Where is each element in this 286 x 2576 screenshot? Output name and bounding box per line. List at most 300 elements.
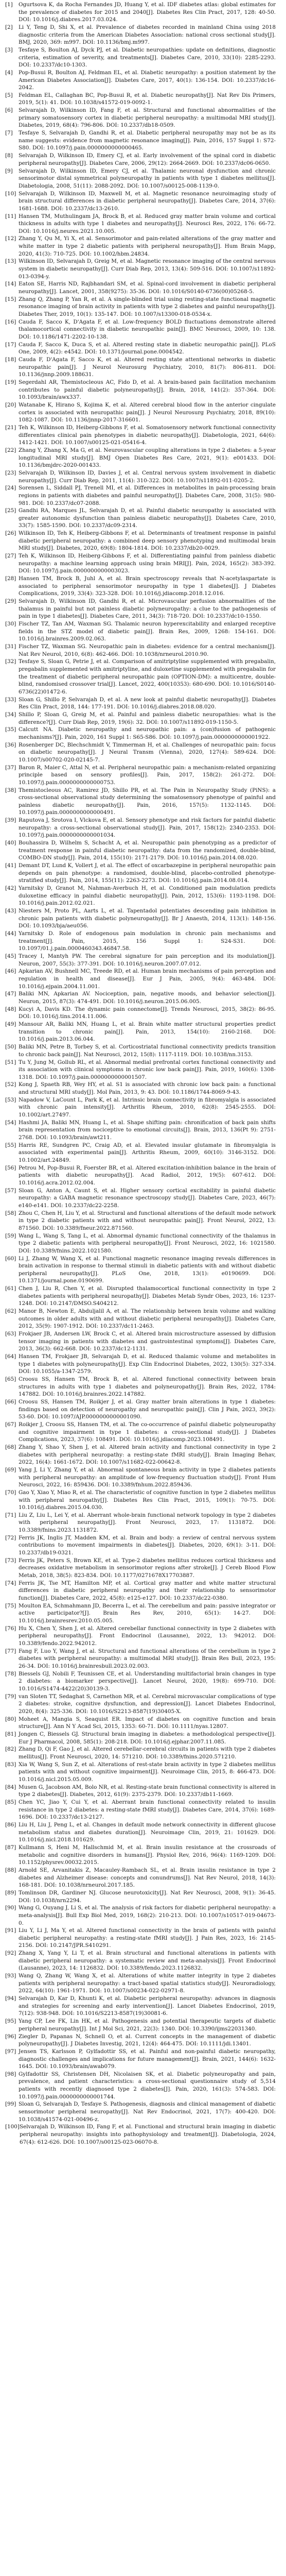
reference-text: Fischer TZ, Waxman SG. Neuropathic pain in diabetes: evidence for a central mechanism[J]. Nat Rev Neurol, 2010, 6(8): 462-466. DOI: 10.1038/nrneurol.2010.90. — [19, 643, 276, 657]
reference-number: [83] — [5, 1761, 16, 1768]
reference-number: [63] — [5, 1331, 16, 1337]
reference-number: [62] — [5, 1308, 16, 1315]
reference-number: [15] — [5, 296, 16, 302]
reference-item — [5, 1670, 276, 1693]
reference-item — [5, 379, 276, 401]
reference-item — [5, 2100, 276, 2123]
reference-item — [5, 213, 276, 235]
reference-item — [5, 1059, 276, 1081]
reference-number: [40] — [5, 840, 16, 846]
reference-item — [5, 862, 276, 885]
reference-item — [5, 968, 276, 990]
reference-text: Wang L, Wang S, Tang L, et al. Abnormal dynamic functional connectivity of the thalamus in type 2 diabetic patients with peripheral neuropathy[J]. Front Neurosci, 2022, 16: 1021580. DOI: 10.3389/fnins.2022.1021580. — [19, 1232, 276, 1254]
reference-number: [2] — [5, 24, 13, 30]
reference-number: [42] — [5, 885, 16, 892]
reference-number: [100] — [5, 2124, 20, 2130]
reference-text: Gandhi RA, Marques JL, Selvarajah D, et al. Painful diabetic neuropathy is associated with greater autonomic dysfunction than painless diabetic neuropathy[J]. Diabetes Care, 2010, 33(7): 1585-1590. DOI: 10.2337/dc09-2314. — [19, 507, 276, 529]
reference-item — [5, 1489, 276, 1512]
reference-number: [58] — [5, 1210, 16, 1216]
reference-text: Watanabe K, Hirano S, Kojima K, et al. Altered cerebral blood flow in the anterior cingulate cortex is associated with neuropathic pain[J]. J Neurol Neurosurg Psychiatry, 2018, 89(10): 1082-1087. DOI: 10.1136/jnnp-2017-316601. — [19, 402, 276, 423]
reference-list — [5, 1, 276, 2146]
reference-item — [5, 1421, 276, 1444]
reference-item — [5, 598, 276, 620]
reference-item — [5, 2071, 276, 2100]
reference-text: Tracey I, Mantyh PW. The cerebral signature for pain perception and its modulation[J]. Neuron, 2007, 55(3): 377-391. DOI: 10.1016/j.neuron.2007.07.012. — [19, 953, 276, 967]
reference-number: [65] — [5, 1376, 16, 1383]
reference-number: [14] — [5, 281, 16, 287]
reference-number: [71] — [5, 1512, 16, 1518]
reference-text: Cauda F, Sacco K, Duca S, et al. Altered resting state in diabetic neuropathic pain[J]. PLoS One, 2009, 4(2): e4542. DOI: 10.1371/journal.pone.0004542. — [19, 341, 276, 355]
reference-number: [23] — [5, 469, 16, 476]
reference-text: Wang Q, Zhang W, Wang X, et al. Alterations of white matter integrity in type 2 diabetes patients with peripheral neuropathy: a tract-based spatial statistics study[J]. Neuroradiology, 2022, 64(10): 1961-1971. DOI: 10.1007/s00234-022-02971-8. — [19, 1973, 276, 1994]
reference-item — [5, 1761, 276, 1784]
reference-text: Yarnitsky D, Granot M, Nahman-Averbuch H, et al. Conditioned pain modulation predicts duloxetine efficacy in painful diabetic neuropathy[J]. Pain, 2012, 153(6): 1193-1198. DOI: 10.1016/j.pain.2012.02.021. — [19, 885, 276, 907]
reference-number: [74] — [5, 1580, 16, 1586]
reference-number: [29] — [5, 598, 16, 605]
reference-item — [5, 552, 276, 575]
reference-item — [5, 1693, 276, 1716]
reference-number: [96] — [5, 2033, 16, 2040]
reference-number: [84] — [5, 1784, 16, 1790]
reference-text: Baron R, Maier C, Attal N, et al. Peripheral neuropathic pain: a mechanism-related organizing principle based on sensory profiles[J]. Pain, 2017, 158(2): 261-272. DOI: 10.1097/j.pain.0000000000000753. — [19, 764, 276, 786]
reference-number: [50] — [5, 1044, 16, 1050]
reference-number: [12] — [5, 235, 16, 242]
reference-item — [5, 1844, 276, 1867]
reference-text: Fischer TZ, Tan AM, Waxman SG. Thalamic neuron hyperexcitability and enlarged receptive fields in the STZ model of diabetic pain[J]. Brain Res, 2009, 1268: 154-161. DOI: 10.1016/j.brainres.2009.02.063. — [19, 621, 276, 642]
reference-text: Demant DT, Lund K, Vollert J, et al. The effect of oxcarbazepine in peripheral neuropathic pain depends on pain phenotype: a randomised, double-blind, placebo-controlled phenotype-stratified study[J]. Pain, 2014, 155(11): 2263-2273. DOI: 10.1016/j.pain.2014.08.014. — [19, 862, 276, 884]
reference-number: [18] — [5, 357, 16, 363]
reference-item — [5, 1210, 276, 1232]
reference-number: [4] — [5, 69, 13, 76]
reference-text: Gao Y, Xiao Y, Miao R, et al. The characteristic of cognitive function in type 2 diabetes mellitus with peripheral neuropathy[J]. Diabetes Res Clin Pract, 2015, 109(1): 70-75. DOI: 10.1016/j.diabres.2015.04.030. — [19, 1489, 276, 1511]
reference-text: Wilkinson ID, Selvarajah D, Greig M, et al. Magnetic resonance imaging of the central nervous system in diabetic neuropathy[J]. Curr Diab Rep, 2013, 13(4): 509-516. DOI: 10.1007/s11892-013-0394-y. — [19, 258, 276, 280]
reference-item — [5, 1799, 276, 1821]
reference-item — [5, 46, 276, 69]
reference-item — [5, 2123, 276, 2146]
reference-number: [59] — [5, 1232, 16, 1239]
reference-text: Tesfaye S, Selvarajah D, Gandhi R, et al. Diabetic peripheral neuropathy may not be as its name suggests: evidence from magnetic resonance imaging[J]. Pain, 2016, 157 Suppl 1: S72-S80. DOI: 10.1097/j.pain.0000000000000465. — [19, 130, 276, 151]
reference-number: [6] — [5, 107, 13, 114]
reference-item — [5, 1716, 276, 1731]
reference-text: Cauda F, D'Agata F, Sacco K, et al. Altered resting state attentional networks in diabetic neuropathic pain[J]. J Neurol Neurosurg Psychiatry, 2010, 81(7): 806-811. DOI: 10.1136/jnnp.2009.188631. — [19, 357, 276, 378]
reference-item — [5, 1731, 276, 1745]
reference-number: [78] — [5, 1670, 16, 1677]
reference-text: Biessels GJ, Nobili F, Teunissen CE, et al. Understanding multifactorial brain changes in type 2 diabetes: a biomarker perspective[J]. Lancet Neurol, 2020, 19(8): 699-710. DOI: 10.1016/S1474-4422(20)30139-3. — [19, 1670, 276, 1692]
reference-number: [81] — [5, 1731, 16, 1737]
reference-text: Ziegler D, Papanas N, Schnell O, et al. Current concepts in the management of diabetic polyneuropathy[J]. J Diabetes Investig, 2021, 12(4): 464-475. DOI: 10.1111/jdi.13401. — [19, 2033, 276, 2047]
reference-number: [31] — [5, 643, 16, 650]
reference-item — [5, 107, 276, 129]
reference-number: [46] — [5, 968, 16, 975]
reference-text: Li J, Zhang W, Wang X, et al. Functional magnetic resonance imaging reveals differences in brain activation in response to thermal stimuli in diabetic patients with and without diabetic peripheral neuropathy[J]. PLoS One, 2018, 13(1): e0190699. DOI: 10.1371/journal.pone.0190699. — [19, 1255, 276, 1284]
reference-number: [41] — [5, 862, 16, 869]
reference-item — [5, 1021, 276, 1043]
reference-number: [1] — [5, 2, 13, 8]
reference-text: Arnold SE, Arvanitakis Z, Macauley-Rambach SL, et al. Brain insulin resistance in type 2 diabetes and Alzheimer disease: concepts and conundrums[J]. Nat Rev Neurol, 2018, 14(3): 168-181. DOI: 10.1038/nrneurol.2017.185. — [19, 1867, 276, 1889]
reference-number: [25] — [5, 507, 16, 514]
reference-text: Selvarajah D, Wilkinson ID, Gandhi R, et al. Microvascular perfusion abnormalities of the thalamus in painful but not painless diabetic polyneuropathy: a clue to the pathogenesis of pain in type 1 diabetes[J]. Diabetes Care, 2011, 34(3): 718-720. DOI: 10.2337/dc10-1550. — [19, 598, 276, 620]
reference-text: Jongen C, Biessels GJ. Structural brain imaging in diabetes: a methodological perspective[J]. Eur J Pharmacol, 2008, 585(1): 208-218. DOI: 10.1016/j.ejphar.2007.11.085. — [19, 1731, 276, 1745]
reference-item — [5, 1534, 276, 1557]
reference-text: Shillo P, Sloan G, Greig M, et al. Painful and painless diabetic neuropathies: what is the difference?[J]. Curr Diab Rep, 2019, 19(6): 32. DOI: 10.1007/s11892-019-1150-5. — [19, 711, 276, 725]
reference-item — [5, 1927, 276, 1950]
reference-item — [5, 1821, 276, 1844]
reference-item — [5, 1745, 276, 1760]
reference-item — [5, 1142, 276, 1164]
reference-item — [5, 1043, 276, 1058]
reference-item — [5, 167, 276, 190]
reference-item — [5, 741, 276, 764]
reference-item — [5, 764, 276, 787]
reference-item — [5, 711, 276, 726]
reference-item — [5, 817, 276, 839]
reference-number: [8] — [5, 152, 13, 159]
reference-text: Tomlinson DR, Gardiner NJ. Glucose neurotoxicity[J]. Nat Rev Neurosci, 2008, 9(1): 36-45. DOI: 10.1038/nrn2294. — [19, 1889, 276, 1904]
reference-item — [5, 930, 276, 953]
reference-text: Ogurtsova K, da Rocha Fernandes JD, Huang Y, et al. IDF diabetes atlas: global estimates for the prevalence of diabetes for 2015 and 2040[J]. Diabetes Res Clin Pract, 2017, 128: 40-50. DOI: 10.1016/j.diabres.2017.03.024. — [19, 2, 276, 23]
reference-number: [60] — [5, 1255, 16, 1262]
reference-item — [5, 696, 276, 711]
reference-number: [52] — [5, 1081, 16, 1088]
reference-number: [30] — [5, 621, 16, 628]
reference-number: [61] — [5, 1285, 16, 1292]
reference-number: [95] — [5, 2018, 16, 2025]
reference-number: [48] — [5, 1006, 16, 1012]
reference-text: Hashmi JA, Baliki MN, Huang L, et al. Shape shifting pain: chronification of back pain shifts brain representation from nociceptive to emotional circuits[J]. Brain, 2013, 136(Pt 9): 2751-2768. DOI: 10.1093/brain/awt211. — [19, 1119, 276, 1141]
reference-text: Baliki MN, Petre B, Torbey S, et al. Corticostriatal functional connectivity predicts transition to chronic back pain[J]. Nat Neurosci, 2012, 15(8): 1117-1119. DOI: 10.1038/nn.3153. — [19, 1044, 276, 1058]
reference-text: Wang G, Ouyang J, Li S, et al. The analysis of risk factors for diabetic peripheral neuropathy: a meta-analysis[J]. Bull Exp Biol Med, 2019, 168(2): 210-213. DOI: 10.1007/s10517-019-04673-0. — [19, 1905, 276, 1926]
reference-item — [5, 190, 276, 213]
reference-text: Hansen TM, Frokjaer JB, Selvarajah D, et al. Reduced thalamic volume and metabolites in type 1 diabetes with polyneuropathy[J]. Exp Clin Endocrinol Diabetes, 2022, 130(5): 327-334. DOI: 10.1055/a-1347-2579. — [19, 1353, 276, 1375]
reference-number: [56] — [5, 1164, 16, 1171]
reference-item — [5, 507, 276, 530]
reference-text: Tesfaye S, Sloan G, Petrie J, et al. Comparison of amitriptyline supplemented with pregabalin, pregabalin supplemented with amitriptyline, and duloxetine supplemented with pregabalin for the treatment of diabetic peripheral neuropathic pain (OPTION-DM): a multicentre, double-blind, randomised crossover trial[J]. Lancet, 2022, 400(10353): 680-690. DOI: 10.1016/S0140-6736(22)01472-6. — [19, 658, 276, 695]
reference-number: [91] — [5, 1927, 16, 1934]
reference-number: [35] — [5, 726, 16, 733]
reference-text: Gylfadottir SS, Christensen DH, Nicolaisen SK, et al. Diabetic polyneuropathy and pain, prevalence, and patient characteristics: a cross-sectional questionnaire study of 5,514 patients with recently diagnosed type 2 diabetes[J]. Pain, 2020, 161(3): 574-583. DOI: 10.1097/j.pain.0000000000001744. — [19, 2071, 276, 2100]
reference-item — [5, 1006, 276, 1021]
reference-text: Tesfaye S, Boulton AJ, Dyck PJ, et al. Diabetic neuropathies: update on definitions, diagnostic criteria, estimation of severity, and treatments[J]. Diabetes Care, 2010, 33(10): 2285-2293. DOI: 10.2337/dc10-1303. — [19, 46, 276, 69]
reference-number: [66] — [5, 1399, 16, 1405]
reference-number: [57] — [5, 1187, 16, 1194]
reference-number: [21] — [5, 425, 16, 431]
reference-text: Kullmann S, Heni M, Hallschmid M, et al. Brain insulin resistance at the crossroads of metabolic and cognitive disorders in humans[J]. Physiol Rev, 2016, 96(4): 1169-1209. DOI: 10.1152/physrev.00032.2015. — [19, 1844, 276, 1866]
reference-number: [79] — [5, 1693, 16, 1700]
reference-item — [5, 953, 276, 968]
reference-number: [68] — [5, 1444, 16, 1450]
reference-item — [5, 1187, 276, 1210]
reference-item — [5, 1512, 276, 1534]
reference-item — [5, 885, 276, 907]
reference-item — [5, 318, 276, 341]
reference-text: Jensen TS, Karlsson P, Gylfadottir SS, et al. Painful and non-painful diabetic neuropathy, diagnostic challenges and implications for future management[J]. Brain, 2021, 144(6): 1632-1645. DOI: 10.1093/brain/awab079. — [19, 2048, 276, 2070]
reference-text: Zhang Y, Zhang X, Ma G, et al. Neurovascular coupling alterations in type 2 diabetes: a 5-year longitudinal MRI study[J]. BMJ Open Diabetes Res Care, 2021, 9(1): e001433. DOI: 10.1136/bmjdrc-2020-001433. — [19, 447, 276, 469]
reference-number: [47] — [5, 991, 16, 997]
reference-item — [5, 2018, 276, 2032]
reference-number: [10] — [5, 190, 16, 197]
reference-item — [5, 1648, 276, 1670]
reference-number: [36] — [5, 741, 16, 748]
reference-text: Teh K, Wilkinson ID, Heiberg-Gibbons F, et al. Differentiating painful from painless diabetic neuropathy: a machine learning approach using brain MRI[J]. Pain, 2024, 165(2): 383-392. DOI: 10.1097/j.pain.0000000000003023. — [19, 553, 276, 574]
reference-item — [5, 1580, 276, 1602]
reference-text: Yang CP, Lee FK, Lin HK, et al. Pathogenesis and potential therapeutic targets of diabetic peripheral neuropathy[J]. Int J Mol Sci, 2021, 22(3): 1340. DOI: 10.3390/ijms22031340. — [19, 2018, 276, 2032]
reference-number: [17] — [5, 341, 16, 348]
reference-number: [43] — [5, 908, 16, 914]
reference-item — [5, 643, 276, 658]
reference-text: Niesters M, Proto PL, Aarts L, et al. Tapentadol potentiates descending pain inhibition in chronic pain patients with diabetic polyneuropathy[J]. Br J Anaesth, 2014, 113(1): 148-156. DOI: 10.1093/bja/aeu056. — [19, 908, 276, 929]
reference-item — [5, 2033, 276, 2048]
reference-text: Roikjer J, Croosu SS, Hansen TM, et al. The co-occurrence of painful diabetic polyneuropathy and cognitive impairment in type 1 diabetes: a cross-sectional study[J]. J Diabetes Complications, 2023, 37(6): 108491. DOI: 10.1016/j.jdiacomp.2023.108491. — [19, 1421, 276, 1443]
reference-number: [34] — [5, 711, 16, 718]
reference-number: [64] — [5, 1353, 16, 1360]
reference-number: [54] — [5, 1119, 16, 1126]
reference-item — [5, 152, 276, 167]
reference-text: Zhang Q, Zhang P, Yan R, et al. A single-blinded trial using resting-state functional magnetic resonance imaging of brain activity in patients with type 2 diabetes and painful neuropathy[J]. Diabetes Ther, 2019, 10(1): 135-147. DOI: 10.1007/s13300-018-0534-x. — [19, 296, 276, 317]
reference-number: [13] — [5, 258, 16, 265]
reference-item — [5, 787, 276, 817]
reference-item — [5, 92, 276, 107]
reference-item — [5, 484, 276, 507]
reference-text: Wilkinson ID, Teh K, Heiberg-Gibbons F, et al. Determinants of treatment response in painful diabetic peripheral neuropathy: a combined deep sensory phenotyping and multimodal brain MRI study[J]. Diabetes, 2020, 69(8): 1804-1814. DOI: 10.2337/db20-0029. — [19, 530, 276, 552]
reference-number: [72] — [5, 1534, 16, 1541]
reference-text: Feldman EL, Callaghan BC, Pop-Busui R, et al. Diabetic neuropathy[J]. Nat Rev Dis Primers, 2019, 5(1): 41. DOI: 10.1038/s41572-019-0092-1. — [19, 92, 276, 106]
reference-item — [5, 296, 276, 318]
reference-number: [90] — [5, 1905, 16, 1911]
reference-number: [94] — [5, 1995, 16, 2002]
reference-number: [11] — [5, 213, 16, 219]
reference-number: [9] — [5, 167, 13, 174]
reference-text: Rosenberger DC, Blechschmidt V, Timmerman H, et al. Challenges of neuropathic pain: focus on diabetic neuropathy[J]. J Neural Transm (Vienna), 2020, 127(4): 589-624. DOI: 10.1007/s00702-020-02145-7. — [19, 741, 276, 763]
reference-text: Selvarajah D, Wilkinson ID, Emery CJ, et al. Early involvement of the spinal cord in diabetic peripheral neuropathy[J]. Diabetes Care, 2006, 29(12): 2664-2669. DOI: 10.2337/dc06-0650. — [19, 152, 276, 166]
reference-number: [24] — [5, 485, 16, 492]
reference-item — [5, 129, 276, 152]
reference-text: Selvarajah D, Wilkinson ID, Fang F, et al. Functional and structural brain imaging in diabetic peripheral neuropathy: insights into pathophysiology and treatment[J]. Diabetologia, 2024, 67(4): 612-626. DOI: 10.1007/s00125-023-06070-8. — [19, 2124, 276, 2145]
reference-text: Chen YC, Jiao Y, Cui Y, et al. Aberrant brain functional connectivity related to insulin resistance in type 2 diabetes: a resting-state fMRI study[J]. Diabetes Care, 2014, 37(6): 1689-1696. DOI: 10.2337/dc13-2127. — [19, 1799, 276, 1821]
reference-item — [5, 1602, 276, 1625]
reference-text: Mansour AR, Baliki MN, Huang L, et al. Brain white matter structural properties predict transition to chronic pain[J]. Pain, 2013, 154(10): 2160-2168. DOI: 10.1016/j.pain.2013.06.044. — [19, 1021, 276, 1043]
reference-item — [5, 658, 276, 696]
reference-number: [89] — [5, 1889, 16, 1896]
reference-item — [5, 1308, 276, 1330]
reference-item — [5, 620, 276, 643]
reference-number: [75] — [5, 1602, 16, 1609]
reference-text: Bouhassira D, Wilhelm S, Schacht A, et al. Neuropathic pain phenotyping as a predictor of treatment response in painful diabetic neuropathy: data from the randomized, double-blind, COMBO-DN study[J]. Pain, 2014, 155(10): 2171-2179. DOI: 10.1016/j.pain.2014.08.020. — [19, 840, 276, 861]
reference-item — [5, 447, 276, 469]
reference-text: Sorensen L, Siddall PJ, Trenell MI, et al. Differences in metabolites in pain-processing brain regions in patients with diabetes and painful neuropathy[J]. Diabetes Care, 2008, 31(5): 980-981. DOI: 10.2337/dc07-2088. — [19, 485, 276, 506]
reference-item — [5, 469, 276, 484]
reference-text: Segerdahl AR, Themistocleous AC, Fido D, et al. A brain-based pain facilitation mechanism contributes to painful diabetic polyneuropathy[J]. Brain, 2018, 141(2): 357-364. DOI: 10.1093/brain/awx337. — [19, 379, 276, 401]
reference-item — [5, 1081, 276, 1096]
reference-text: Manor B, Newton E, Abduljalil A, et al. The relationship between brain volume and walking outcomes in older adults with and without diabetic peripheral neuropathy[J]. Diabetes Care, 2012, 35(9): 1907-1912. DOI: 10.2337/dc11-2463. — [19, 1308, 276, 1330]
reference-number: [44] — [5, 930, 16, 937]
reference-item — [5, 235, 276, 258]
reference-item — [5, 530, 276, 552]
reference-text: Hu X, Chen Y, Shen J, et al. Altered cerebellar functional connectivity in type 2 diabetes with peripheral neuropathy[J]. Front Endocrinol (Lausanne), 2022, 13: 942012. DOI: 10.3389/fendo.2022.942012. — [19, 1625, 276, 1647]
reference-number: [92] — [5, 1950, 16, 1957]
reference-number: [88] — [5, 1867, 16, 1873]
reference-number: [38] — [5, 787, 16, 793]
reference-number: [80] — [5, 1716, 16, 1722]
reference-number: [76] — [5, 1625, 16, 1632]
reference-text: Ferris JK, Inglis JT, Madden KM, et al. Brain and body: a review of central nervous system contributions to movement impairments in diabetes[J]. Diabetes, 2020, 69(1): 3-11. DOI: 10.2337/db19-0321. — [19, 1534, 276, 1556]
reference-text: Selvarajah D, Wilkinson ID, Fang F, et al. Structural and functional abnormalities of the primary somatosensory cortex in diabetic peripheral neuropathy: a multimodal MRI study[J]. Diabetes, 2019, 68(4): 796-806. DOI: 10.2337/db18-0509. — [19, 107, 276, 129]
reference-number: [28] — [5, 575, 16, 582]
reference-item — [5, 1466, 276, 1489]
reference-text: Sloan G, Anton A, Caunt S, et al. Higher sensory cortical excitability in painful diabetic neuropathy: a GABA magnetic resonance spectroscopy study[J]. Diabetes Care, 2023, 46(7): e140-e141. DOI: 10.2337/dc22-2258. — [19, 1187, 276, 1209]
reference-item — [5, 1784, 276, 1799]
reference-text: Zhang Y, Qu M, Yi X, et al. Sensorimotor and pain-related alterations of the gray matter and white matter in type 2 diabetic patients with peripheral neuropathy[J]. Hum Brain Mapp, 2020, 41(3): 710-725. DOI: 10.1002/hbm.24834. — [19, 235, 276, 257]
reference-number: [16] — [5, 318, 16, 325]
reference-item — [5, 1255, 276, 1285]
reference-text: Sloan G, Shillo P, Selvarajah D, et al. A new look at painful diabetic neuropathy[J]. Diabetes Res Clin Pract, 2018, 144: 177-191. DOI: 10.1016/j.diabres.2018.08.020. — [19, 696, 276, 710]
reference-item — [5, 1889, 276, 1904]
reference-number: [27] — [5, 553, 16, 560]
reference-text: Kong J, Spaeth RB, Wey HY, et al. S1 is associated with chronic low back pain: a functional and structural MRI study[J]. Mol Pain, 2013, 9: 43. DOI: 10.1186/1744-8069-9-43. — [19, 1081, 276, 1096]
reference-number: [97] — [5, 2048, 16, 2055]
reference-text: Musen G, Jacobson AM, Bolo NR, et al. Resting-state brain functional connectivity is altered in type 2 diabetes[J]. Diabetes, 2012, 61(9): 2375-2379. DOI: 10.2337/db11-1669. — [19, 1784, 276, 1798]
reference-text: van Sloten TT, Sedaghat S, Carnethon MR, et al. Cerebral microvascular complications of type 2 diabetes: stroke, cognitive dysfunction, and depression[J]. Lancet Diabetes Endocrinol, 2020, 8(4): 325-336. DOI: 10.1016/S2213-8587(19)30405-X. — [19, 1693, 276, 1715]
reference-text: Calcutt NA. Diabetic neuropathy and neuropathic pain: a (con)fusion of pathogenic mechanisms?[J]. Pain, 2020, 161 Suppl 1: S65-S86. DOI: 10.1097/j.pain.0000000000001922. — [19, 726, 276, 740]
reference-item — [5, 24, 276, 46]
reference-text: Liu H, Liu J, Peng L, et al. Changes in default mode network connectivity in different glucose metabolism status and diabetes duration[J]. Neuroimage Clin, 2019, 21: 101629. DOI: 10.1016/j.nicl.2018.101629. — [19, 1822, 276, 1843]
reference-text: Apkarian AV, Bushnell MC, Treede RD, et al. Human brain mechanisms of pain perception and regulation in health and disease[J]. Eur J Pain, 2005, 9(4): 463-484. DOI: 10.1016/j.ejpain.2004.11.001. — [19, 968, 276, 990]
reference-text: Zhou C, Chen H, Liu Y, et al. Structural and functional alterations of the default mode network in type 2 diabetic patients with and without neuropathic pain[J]. Front Neurol, 2022, 13: 871560. DOI: 10.3389/fneur.2022.871560. — [19, 1210, 276, 1231]
reference-text: Petrou M, Pop-Busui R, Foerster BR, et al. Altered excitation-inhibition balance in the brain of patients with diabetic neuropathy[J]. Acad Radiol, 2012, 19(5): 607-612. DOI: 10.1016/j.acra.2012.02.004. — [19, 1164, 276, 1186]
reference-item — [5, 726, 276, 741]
reference-number: [98] — [5, 2071, 16, 2077]
reference-number: [33] — [5, 696, 16, 703]
reference-item — [5, 1625, 276, 1648]
reference-text: Selvarajah D, Wilkinson ID, Emery CJ, et al. Thalamic neuronal dysfunction and chronic sensorimotor distal symmetrical polyneuropathy in patients with type 1 diabetes mellitus[J]. Diabetologia, 2008, 51(11): 2088-2092. DOI: 10.1007/s00125-008-1139-0. — [19, 167, 276, 189]
reference-number: [85] — [5, 1799, 16, 1806]
reference-item — [5, 1096, 276, 1119]
reference-item — [5, 2048, 276, 2071]
reference-text: Croosu SS, Hansen TM, Brock B, et al. Altered functional connectivity between brain structures in adults with type 1 diabetes and polyneuropathy[J]. Brain Res, 2022, 1784: 147882. DOI: 10.1016/j.brainres.2022.147882. — [19, 1376, 276, 1398]
reference-item — [5, 990, 276, 1005]
reference-text: Fang F, Luo Y, Wang J, et al. Structural and functional alterations of the cerebellum in type 2 diabetes with peripheral neuropathy: a multimodal MRI study[J]. Brain Res Bull, 2023, 195: 26-34. DOI: 10.1016/j.brainresbull.2023.02.003. — [19, 1648, 276, 1669]
reference-text: Li Y, Teng D, Shi X, et al. Prevalence of diabetes recorded in mainland China using 2018 diagnostic criteria from the American Diabetes Association: national cross sectional study[J]. BMJ, 2020, 369: m997. DOI: 10.1136/bmj.m997. — [19, 24, 276, 46]
reference-number: [20] — [5, 402, 16, 409]
reference-text: Ferris JK, Peters S, Brown KE, et al. Type-2 diabetes mellitus reduces cortical thickness and decreases oxidative metabolism in sensorimotor regions after stroke[J]. J Cereb Blood Flow Metab, 2018, 38(5): 823-834. DOI: 10.1177/0271678X17703887. — [19, 1557, 276, 1579]
reference-number: [7] — [5, 130, 13, 137]
reference-text: Themistocleous AC, Ramirez JD, Shillo PR, et al. The Pain in Neuropathy Study (PiNS): a cross-sectional observational study determining the somatosensory phenotype of painful and painless diabetic neuropathy[J]. Pain, 2016, 157(5): 1132-1145. DOI: 10.1097/j.pain.0000000000000491. — [19, 787, 276, 816]
reference-text: Liu Y, Li J, Ma Y, et al. Altered functional connectivity in the brain of patients with painful diabetic peripheral neuropathy: a resting-state fMRI study[J]. J Pain Res, 2023, 16: 2145-2156. DOI: 10.2147/JPR.S410291. — [19, 1927, 276, 1949]
reference-text: Zhang Y, Shao Y, Shen J, et al. Altered brain activity and functional connectivity in type 2 diabetes with peripheral neuropathy: a resting-state fMRI study[J]. Brain Imaging Behav, 2022, 16(4): 1661-1672. DOI: 10.1007/s11682-022-00642-8. — [19, 1444, 276, 1466]
reference-number: [77] — [5, 1648, 16, 1654]
reference-item — [5, 1557, 276, 1580]
reference-item — [5, 1285, 276, 1308]
reference-item — [5, 341, 276, 356]
reference-item — [5, 1232, 276, 1255]
reference-item — [5, 258, 276, 280]
reference-item — [5, 69, 276, 92]
reference-text: Kucyi A, Davis KD. The dynamic pain connectome[J]. Trends Neurosci, 2015, 38(2): 86-95. DOI: 10.1016/j.tins.2014.11.006. — [19, 1006, 276, 1020]
reference-item — [5, 1164, 276, 1187]
reference-number: [49] — [5, 1021, 16, 1028]
reference-item — [5, 1995, 276, 2018]
reference-number: [37] — [5, 764, 16, 771]
reference-item — [5, 356, 276, 379]
reference-item — [5, 1376, 276, 1398]
reference-item — [5, 1904, 276, 1927]
reference-text: Yang J, Li Y, Zhang Y, et al. Abnormal spontaneous brain activity in type 2 diabetes patients with peripheral neuropathy: an amplitude of low-frequency fluctuation study[J]. Front Hum Neurosci, 2022, 16: 859436. DOI: 10.3389/fnhum.2022.859436. — [19, 1466, 276, 1488]
reference-item — [5, 1972, 276, 1995]
reference-number: [87] — [5, 1844, 16, 1851]
reference-number: [67] — [5, 1421, 16, 1428]
reference-item — [5, 1119, 276, 1142]
reference-text: Sloan G, Selvarajah D, Tesfaye S. Pathogenesis, diagnosis and clinical management of diabetic sensorimotor peripheral neuropathy[J]. Nat Rev Endocrinol, 2021, 17(7): 400-420. DOI: 10.1038/s41574-021-00496-z. — [19, 2101, 276, 2123]
reference-text: Frokjaer JB, Andersen LW, Brock C, et al. Altered brain microstructure assessed by diffusion tensor imaging in patients with diabetes and gastrointestinal symptoms[J]. Diabetes Care, 2013, 36(3): 662-668. DOI: 10.2337/dc12-1131. — [19, 1331, 276, 1352]
reference-number: [19] — [5, 379, 16, 386]
reference-text: Tu Y, Jung M, Gollub RL, et al. Abnormal medial prefrontal cortex functional connectivity and its association with clinical symptoms in chronic low back pain[J]. Pain, 2019, 160(6): 1308-1318. DOI: 10.1097/j.pain.0000000000001507. — [19, 1059, 276, 1080]
reference-text: Selvarajah D, Kar D, Khunti K, et al. Diabetic peripheral neuropathy: advances in diagnosis and strategies for screening and early intervention[J]. Lancet Diabetes Endocrinol, 2019, 7(12): 938-948. DOI: 10.1016/S2213-8587(19)30081-6. — [19, 1995, 276, 2017]
reference-number: [69] — [5, 1466, 16, 1473]
reference-item — [5, 424, 276, 447]
reference-item — [5, 1330, 276, 1353]
reference-number: [82] — [5, 1746, 16, 1753]
reference-text: Zhang X, Yang Y, Li T, et al. Brain structural and functional alterations in patients with diabetic peripheral neuropathy: a systematic review and meta-analysis[J]. Front Endocrinol (Lausanne), 2023, 14: 1126832. DOI: 10.3389/fendo.2023.1126832. — [19, 1950, 276, 1972]
reference-item — [5, 575, 276, 598]
reference-item — [5, 839, 276, 862]
reference-number: [22] — [5, 447, 16, 453]
reference-text: Moulton EA, Schmahmann JD, Becerra L, et al. The cerebellum and pain: passive integrator or active participator?[J]. Brain Res Rev, 2010, 65(1): 14-27. DOI: 10.1016/j.brainresrev.2010.05.005. — [19, 1602, 276, 1624]
reference-item — [5, 401, 276, 424]
reference-number: [3] — [5, 46, 13, 53]
reference-item — [5, 1444, 276, 1466]
reference-number: [93] — [5, 1973, 16, 1979]
reference-item — [5, 907, 276, 930]
reference-text: Xia W, Wang S, Sun Z, et al. Alterations of rest-state brain activity in type 2 diabetes mellitus patients with and without cognitive impairment[J]. Neuroimage Clin, 2015, 8: 466-473. DOI: 10.1016/j.nicl.2015.05.009. — [19, 1761, 276, 1783]
reference-text: Teh K, Wilkinson ID, Heiberg-Gibbons F, et al. Somatosensory network functional connectivity differentiates clinical pain phenotypes in diabetic neuropathy[J]. Diabetologia, 2021, 64(6): 1412-1421. DOI: 10.1007/s00125-021-05416-4. — [19, 425, 276, 446]
reference-text: Cauda F, Sacco K, D'Agata F, et al. Low-frequency BOLD fluctuations demonstrate altered thalamocortical connectivity in diabetic neuropathic pain[J]. BMC Neurosci, 2009, 10: 138. DOI: 10.1186/1471-2202-10-138. — [19, 318, 276, 340]
reference-text: Zhang D, Qi F, Gao J, et al. Altered cerebellar-cerebral circuits in patients with type 2 diabetes mellitus[J]. Front Neurosci, 2020, 14: 571210. DOI: 10.3389/fnins.2020.571210. — [19, 1746, 276, 1760]
reference-number: [86] — [5, 1822, 16, 1828]
reference-number: [45] — [5, 953, 16, 960]
reference-text: Moheet A, Mangia S, Seaquist ER. Impact of diabetes on cognitive function and brain structure[J]. Ann N Y Acad Sci, 2015, 1353: 60-71. DOI: 10.1111/nyas.12807. — [19, 1716, 276, 1730]
reference-text: Hansen TM, Muthulingam JA, Brock B, et al. Reduced gray matter brain volume and cortical thickness in adults with type 1 diabetes and neuropathy[J]. Neurosci Res, 2022, 176: 66-72. DOI: 10.1016/j.neures.2021.10.005. — [19, 213, 276, 234]
reference-number: [26] — [5, 530, 16, 537]
reference-number: [32] — [5, 658, 16, 665]
reference-item — [5, 1867, 276, 1889]
reference-number: [70] — [5, 1489, 16, 1496]
reference-item — [5, 1353, 276, 1376]
reference-text: Yarnitsky D. Role of endogenous pain modulation in chronic pain mechanisms and treatment[J]. Pain, 2015, 156 Suppl 1: S24-S31. DOI: 10.1097/01.j.pain.0000460343.46847.58. — [19, 930, 276, 952]
reference-text: Raputova J, Srotova I, Vlckova E, et al. Sensory phenotype and risk factors for painful diabetic neuropathy: a cross-sectional observational study[J]. Pain, 2017, 158(12): 2340-2353. DOI: 10.1097/j.pain.0000000000001034. — [19, 817, 276, 839]
reference-number: [51] — [5, 1059, 16, 1065]
reference-text: Eaton SE, Harris ND, Rajbhandari SM, et al. Spinal-cord involvement in diabetic peripheral neuropathy[J]. Lancet, 2001, 358(9275): 35-36. DOI: 10.1016/S0140-6736(00)05268-5. — [19, 281, 276, 295]
reference-text: Pop-Busui R, Boulton AJ, Feldman EL, et al. Diabetic neuropathy: a position statement by the American Diabetes Association[J]. Diabetes Care, 2017, 40(1): 136-154. DOI: 10.2337/dc16-2042. — [19, 69, 276, 91]
reference-text: Hansen TM, Brock B, Juhl A, et al. Brain spectroscopy reveals that N-acetylaspartate is associated to peripheral sensorimotor neuropathy in type 1 diabetes[J]. J Diabetes Complications, 2019, 33(4): 323-328. DOI: 10.1016/j.jdiacomp.2018.12.016. — [19, 575, 276, 597]
reference-text: Chen J, Liu R, Chen Y, et al. Disrupted thalamocortical functional connectivity in type 2 diabetes patients with peripheral neuropathy[J]. Diabetes Metab Syndr Obes, 2023, 16: 1237-1248. DOI: 10.2147/DMSO.S404212. — [19, 1285, 276, 1307]
reference-item — [5, 1950, 276, 1972]
reference-text: Harris RE, Sundgren PC, Craig AD, et al. Elevated insular glutamate in fibromyalgia is associated with experimental pain[J]. Arthritis Rheum, 2009, 60(10): 3146-3152. DOI: 10.1002/art.24849. — [19, 1142, 276, 1163]
reference-text: Croosu SS, Hansen TM, Roikjer J, et al. Gray matter brain alterations in type 1 diabetes: findings based on detection of neuropathy and neuropathic pain[J]. Clin J Pain, 2023, 39(2): 53-60. DOI: 10.1097/AJP.0000000000001090. — [19, 1399, 276, 1420]
reference-number: [5] — [5, 92, 13, 98]
reference-number: [99] — [5, 2101, 16, 2108]
reference-number: [53] — [5, 1096, 16, 1103]
reference-number: [39] — [5, 817, 16, 824]
reference-text: Liu Z, Liu L, Lei Y, et al. Aberrant whole-brain functional network topology in type 2 diabetes with peripheral neuropathy[J]. Front Neurosci, 2023, 17: 1131872. DOI: 10.3389/fnins.2023.1131872. — [19, 1512, 276, 1534]
reference-text: Napadow V, LaCount L, Park K, et al. Intrinsic brain connectivity in fibromyalgia is associated with chronic pain intensity[J]. Arthritis Rheum, 2010, 62(8): 2545-2555. DOI: 10.1002/art.27497. — [19, 1096, 276, 1118]
reference-text: Baliki MN, Apkarian AV. Nociception, pain, negative moods, and behavior selection[J]. Neuron, 2015, 87(3): 474-491. DOI: 10.1016/j.neuron.2015.06.005. — [19, 991, 276, 1005]
reference-item — [5, 1398, 276, 1421]
reference-item — [5, 1, 276, 24]
reference-item — [5, 280, 276, 295]
reference-number: [55] — [5, 1142, 16, 1148]
reference-text: Ferris JK, Tse MT, Hamilton MP, et al. Cortical gray matter and white matter structural differences in diabetic peripheral neuropathy and their relationship to sensorimotor function[J]. Diabetes Care, 2022, 45(8): e125-e127. DOI: 10.2337/dc22-0380. — [19, 1580, 276, 1601]
reference-text: Selvarajah D, Wilkinson ID, Maxwell M, et al. Magnetic resonance neuroimaging study of brain structural differences in diabetic peripheral neuropathy[J]. Diabetes Care, 2014, 37(6): 1681-1688. DOI: 10.2337/dc13-2610. — [19, 190, 276, 212]
reference-number: [73] — [5, 1557, 16, 1564]
